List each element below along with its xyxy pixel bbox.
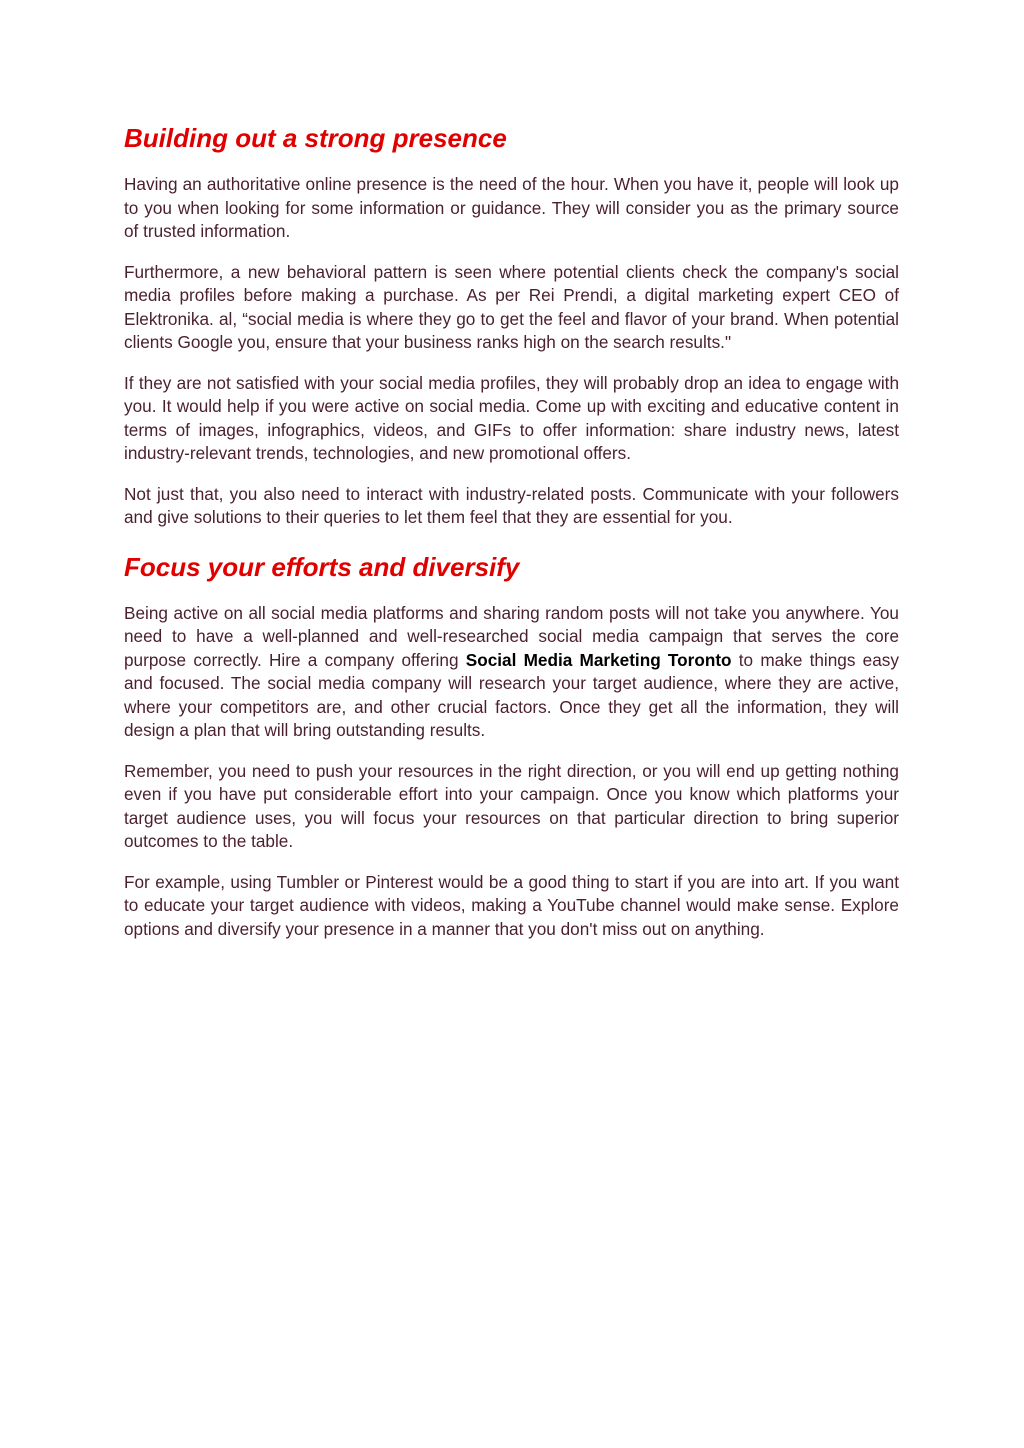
paragraph-resources-direction: Remember, you need to push your resources in the right direction, or you will end up getting nothing even if you have put considerable effort into your campaign. Once you know which platforms your target audience uses, you will focus your resources on that particular direction to bring superior outcomes to the table. [124,760,899,851]
paragraph-platform-examples: For example, using Tumbler or Pinterest would be a good thing to start if you are into art. If you want to educate your target audience with videos, making a YouTube channel would make sense. Explore options and diversify your presence in a manner that you don't miss out on anything. [124,871,899,939]
paragraph-behavioral-pattern: Furthermore, a new behavioral pattern is seen where potential clients check the company's social media profiles before making a purchase. As per Rei Prendi, a digital marketing expert CEO of Elektronika. al, “social media is where they go to get the feel and flavor of your brand. When potential clients Google you, ensure that your business ranks high on the search results." [124,261,899,352]
paragraph-text: Being active on all social media platforms and sharing random posts will not take you anywhere. You need to have a well-planned and well-researched social media campaign that serves the core purpose correctly. Hire a company offering [124,602,899,670]
heading-spacer [124,587,899,602]
heading-spacer [124,158,899,173]
section-heading-focus-efforts: Focus your efforts and diversify [124,551,520,582]
paragraph-text: to make things easy and focused. The social media company will research your target audience, where they are active, where your competitors are, and other crucial factors. Once they get all the information, they will design a plan that will bring outstanding results. [124,649,899,740]
paragraph-social-profiles: If they are not satisfied with your social media profiles, they will probably drop an idea to engage with you. It would help if you were active on social media. Come up with exciting and educative content in terms of images, infographics, videos, and GIFs to offer information: share industry news, latest industry-relevant trends, technologies, and new promotional offers. [124,372,899,463]
keyword-emphasis: Social Media Marketing Toronto [465,649,732,670]
paragraph-campaign-planning [124,602,899,743]
paragraph-authoritative-presence: Having an authoritative online presence is the need of the hour. When you have it, people will look up to you when looking for some information or guidance. They will consider you as the primary source of trusted information. [124,174,899,241]
paragraph-interact-posts: Not just that, you also need to interact with industry-related posts. Communicate with your followers and give solutions to their queries to let them feel that they are essential for you. [124,483,899,527]
document-page [124,118,899,958]
section-heading-building-presence: Building out a strong presence [124,123,507,153]
